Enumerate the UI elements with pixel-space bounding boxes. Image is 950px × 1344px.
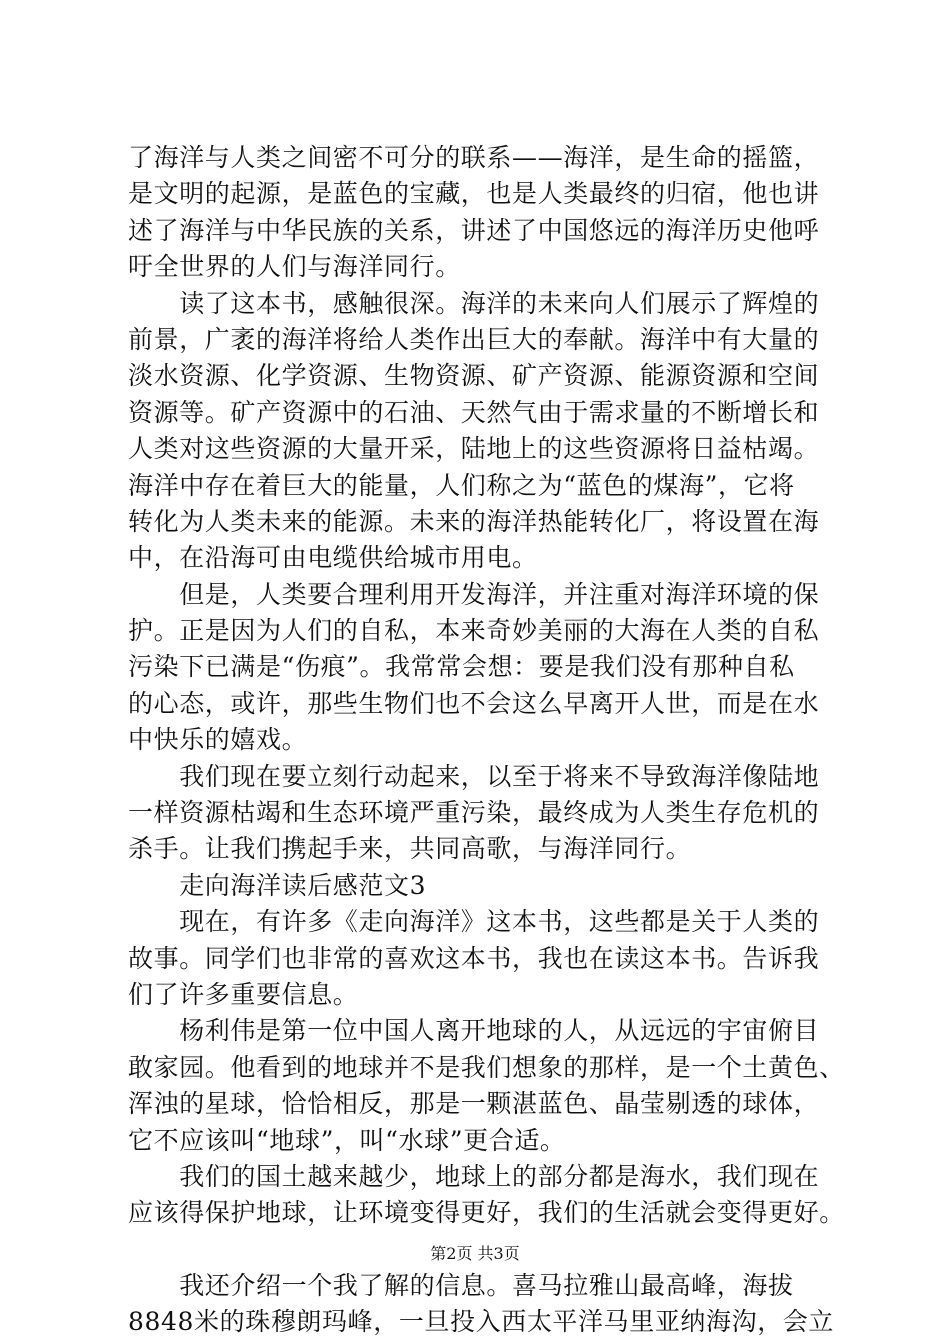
text-line: 资源等。矿产资源中的石油、天然气由于需求量的不断增长和 [128,397,820,427]
text-line: 我们的国土越来越少，地球上的部分都是海水，我们现在 [128,1161,820,1191]
section-heading: 走向海洋读后感范文3 [128,870,427,900]
text-line: 淡水资源、化学资源、生物资源、矿产资源、能源资源和空间 [128,361,820,391]
text-line: 人类对这些资源的大量开采，陆地上的这些资源将日益枯竭。 [128,434,820,464]
text-line: 我们现在要立刻行动起来，以至于将来不导致海洋像陆地 [128,761,820,791]
text-line: 浑浊的星球，恰恰相反，那是一颗湛蓝色、晶莹剔透的球体， [128,1089,820,1119]
text-line: 前景，广袤的海洋将给人类作出巨大的奉献。海洋中有大量的 [128,324,820,354]
text-line: 杀手。让我们携起手来，共同高歌，与海洋同行。 [128,834,692,864]
text-line: 们了许多重要信息。 [128,979,359,1009]
text-line: 中，在沿海可由电缆供给城市用电。 [128,543,538,573]
text-line: 转化为人类未来的能源。未来的海洋热能转化厂，将设置在海 [128,506,820,536]
text-line: 应该得保护地球，让环境变得更好，我们的生活就会变得更好。 [128,1198,845,1228]
text-line: 是文明的起源，是蓝色的宝藏，也是人类最终的归宿，他也讲 [128,179,820,209]
text-line: 述了海洋与中华民族的关系，讲述了中国悠远的海洋历史他呼 [128,215,820,245]
text-line: 中快乐的嬉戏。 [128,725,308,755]
text-line: 海洋中存在着巨大的能量，人们称之为“蓝色的煤海”，它将 [128,470,795,500]
text-line: 但是，人类要合理利用开发海洋，并注重对海洋环境的保 [128,579,820,609]
text-line: 现在，有许多《走向海洋》这本书，这些都是关于人类的 [128,907,820,937]
text-line: 吁全世界的人们与海洋同行。 [128,252,461,282]
text-line: 读了这本书，感触很深。海洋的未来向人们展示了辉煌的 [128,288,820,318]
text-line: 污染下已满是“伤痕”。我常常会想：要是我们没有那种自私 [128,652,795,682]
text-line: 护。正是因为人们的自私，本来奇妙美丽的大海在人类的自私 [128,616,820,646]
text-line: 8848米的珠穆朗玛峰，一旦投入西太平洋马里亚纳海沟，会立 [128,1307,835,1337]
text-line: 敢家园。他看到的地球并不是我们想象的那样，是一个土黄色、 [128,1052,845,1082]
text-line: 我还介绍一个我了解的信息。喜马拉雅山最高峰，海拔 [128,1270,794,1300]
text-line: 一样资源枯竭和生态环境严重污染，最终成为人类生存危机的 [128,798,820,828]
text-line: 了海洋与人类之间密不可分的联系——海洋，是生命的摇篮， [128,143,820,172]
text-line: 它不应该叫“地球”，叫“水球”更合适。 [128,1125,566,1155]
text-line: 故事。同学们也非常的喜欢这本书，我也在读这本书。告诉我 [128,943,820,973]
page-footer: 第2页 共3页 [430,1244,520,1263]
text-line: 的心态，或许，那些生物们也不会这么早离开人世，而是在水 [128,688,820,718]
text-line: 杨利伟是第一位中国人离开地球的人，从远远的宇宙俯目 [128,1016,820,1046]
body-text [128,140,845,1341]
